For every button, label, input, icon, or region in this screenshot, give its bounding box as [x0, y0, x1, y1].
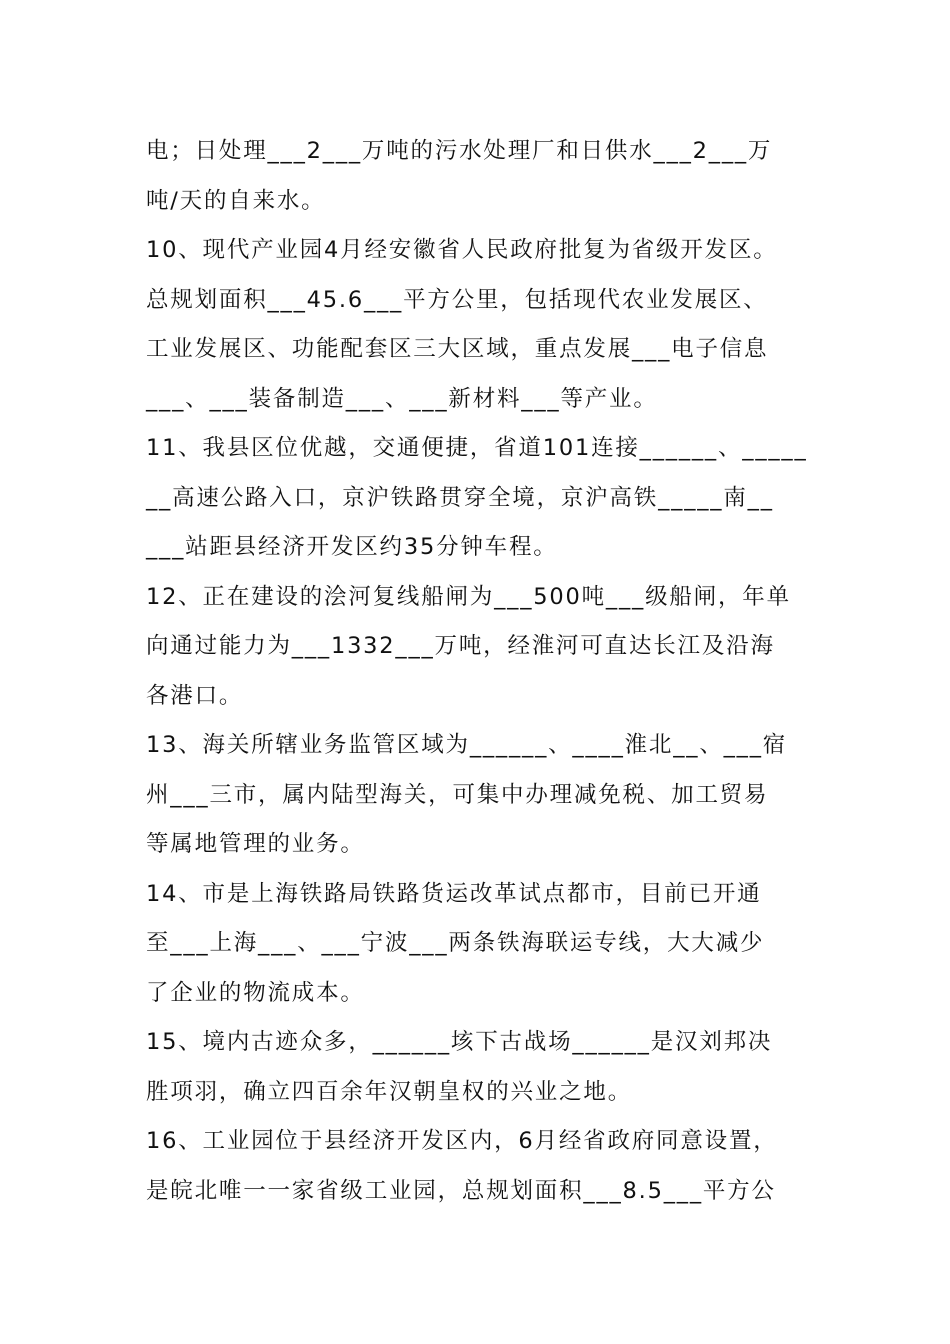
text-line: 等属地管理的业务。 [146, 831, 365, 857]
text-line: 11、我县区位优越，交通便捷，省道101连接______、_____ [146, 435, 808, 461]
text-line: ___站距县经济开发区约35分钟车程。 [146, 534, 558, 560]
text-line: 州___三市，属内陆型海关，可集中办理减免税、加工贸易 [146, 781, 769, 808]
text-line: 胜项羽，确立四百余年汉朝皇权的兴业之地。 [146, 1078, 633, 1105]
document-body [146, 131, 816, 1220]
text-line: 13、海关所辖业务监管区域为______、____淮北__、___宿 [146, 732, 788, 758]
text-line: 15、境内古迹众多，______垓下古战场______是汉刘邦决 [146, 1029, 773, 1055]
text-line: 各港口。 [146, 682, 244, 709]
text-line: 向通过能力为___1332___万吨，经淮河可直达长江及沿海 [146, 633, 775, 659]
text-line: 16、工业园位于县经济开发区内，6月经省政府同意设置， [146, 1128, 778, 1154]
text-line: 是皖北唯一一家省级工业园，总规划面积___8.5___平方公 [146, 1177, 776, 1204]
text-line: __高速公路入口，京沪铁路贯穿全境，京沪高铁_____南__ [146, 484, 774, 511]
text-line: 电；日处理___2___万吨的污水处理厂和日供水___2___万 [146, 138, 773, 164]
text-line: 总规划面积___45.6___平方公里，包括现代农业发展区、 [146, 286, 768, 313]
text-line: 至___上海___、___宁波___两条铁海联运专线，大大减少 [146, 930, 765, 956]
text-line: 吨/天的自来水。 [146, 187, 326, 214]
text-line: 了企业的物流成本。 [146, 979, 365, 1006]
text-line: 14、市是上海铁路局铁路货运改革试点都市，目前已开通 [146, 880, 762, 907]
text-line: ___、___装备制造___、___新材料___等产业。 [146, 385, 658, 412]
text-line: 工业发展区、功能配套区三大区域，重点发展___电子信息 [146, 336, 769, 362]
text-line: 10、现代产业园4月经安徽省人民政府批复为省级开发区。 [146, 237, 778, 263]
text-line: 12、正在建设的浍河复线船闸为___500吨___级船闸，年单 [146, 583, 791, 610]
